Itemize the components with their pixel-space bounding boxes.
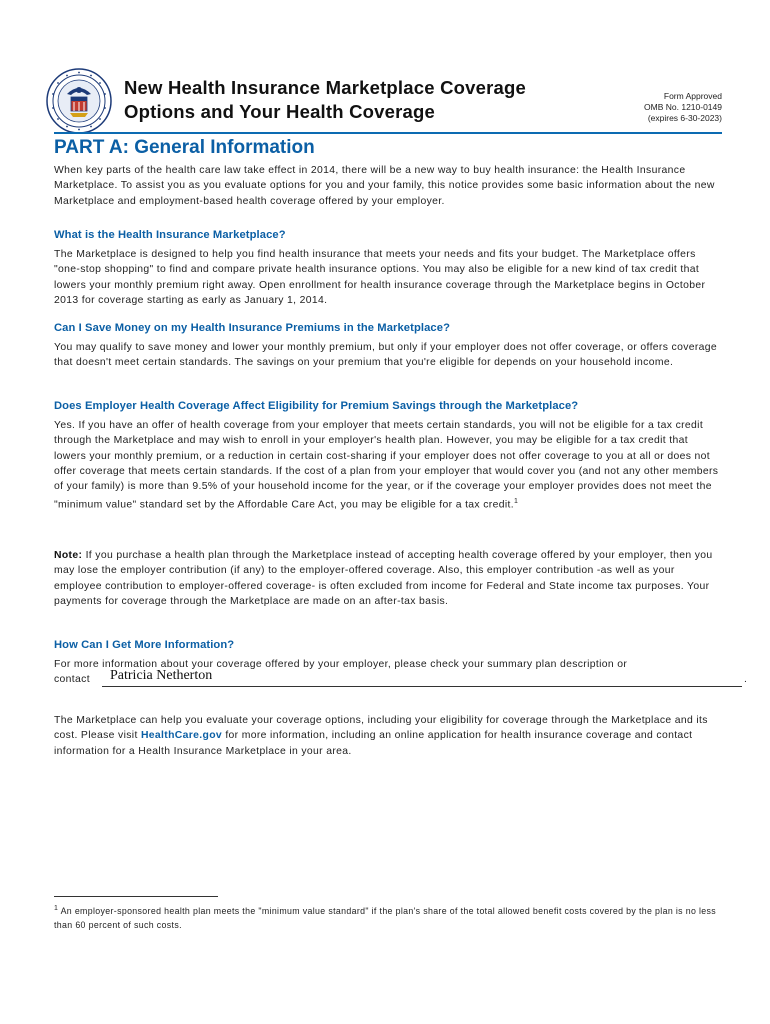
note-label: Note: [54,550,83,561]
section-body-save-money: You may qualify to save money and lower your monthly premium, but only if your employer does not offer coverage, or offers coverage that doesn't meet certain standards. The savings on your premium that you're eligible for depends on your household income. [54,342,718,369]
note-body: If you purchase a health plan through the Marketplace instead of accepting health coverage offered by your employer, then you may lose the employer contribution (if any) to the employer-offered coverage. Also, this employer contribution -as well as your employee contribution to employer-offered coverage- is often excluded from income for Federal and State income tax purposes. Your payments for coverage through the Marketplace are made on an after-tax basis. [54,550,713,607]
approval-line-2: OMB No. 1210-0149 [644,102,722,112]
marketplace-text-after: for more information, including an online application for health insurance coverage and contact information for a Health Insurance Marketplace in your area. [54,730,693,757]
header-divider [54,132,722,134]
notice-title [124,76,526,124]
title-line-1: New Health Insurance Marketplace Coverage [124,77,526,98]
contact-field[interactable] [102,668,742,687]
section-heading-employer-coverage: Does Employer Health Coverage Affect Eligibility for Premium Savings through the Marketplace? [54,400,579,412]
section-heading-marketplace: What is the Health Insurance Marketplace? [54,229,286,241]
approval-line-1: Form Approved [663,91,722,101]
footnote-divider [54,896,218,897]
footnote-reference: 1 [513,498,519,506]
department-of-labor-seal-icon [46,68,112,134]
approval-line-3: (expires 6-30-2023) [647,113,722,123]
footnote [54,902,722,932]
employer-coverage-text: Yes. If you have an offer of health coverage from your employer that meets certain standards, you will not be eligible for a tax credit through the Marketplace and may wish to enroll in your employer's health plan. However, you may be eligible for a tax credit that lowers your monthly premium, or a reduction in certain cost-sharing if your employer does not offer coverage to you at all or does not offer coverage that meets certain standards. If the cost of a plan from your employer that would cover you (and not any other members of your family) is more than 9.5% of your household income for the year, or if the coverage your employer provides does not meet the "minimum value" standard set by the Affordable Care Act, you may be eligible for a tax credit. [54,420,719,511]
note-paragraph [54,548,720,609]
form-approval-block [644,91,722,124]
intro-paragraph: When key parts of the health care law take effect in 2014, there will be a new way to buy health insurance: the Health Insurance Marketplace. To assist you as you evaluate options for you and your family, this notice provides some basic information about the new Marketplace and employment-based health coverage offered by your employer. [54,165,715,207]
more-info-body: For more information about your coverage offered by your employer, please check your summary plan description or [54,659,628,670]
section-heading-more-info: How Can I Get More Information? [54,639,235,651]
section-heading-save-money: Can I Save Money on my Health Insurance Premiums in the Marketplace? [54,322,450,334]
section-body-employer-coverage [54,418,720,513]
marketplace-paragraph [54,713,720,759]
contact-end-period: . [744,674,748,685]
part-a-heading: PART A: General Information [54,137,315,158]
footnote-number: 1 [54,905,59,912]
title-line-2: Options and Your Health Coverage [124,101,436,122]
healthcare-gov-link[interactable]: HealthCare.gov [140,730,223,742]
section-body-marketplace: The Marketplace is designed to help you find health insurance that meets your needs and fits your budget. The Marketplace offers "one-stop shopping" to find and compare private health insurance options. You may also be eligible for a new kind of tax credit that lowers your monthly premium right away. Open enrollment for health insurance coverage through the Marketplace begins in October 2013 for coverage starting as early as January 1, 2014. [54,249,706,306]
footnote-text: An employer-sponsored health plan meets the "minimum value standard" if the plan's share of the total allowed benefit costs covered by the plan is no less than 60 percent of such costs. [54,905,717,930]
marketplace-text-before: The Marketplace can help you evaluate your coverage options, including your eligibility for coverage through the Marketplace and its cost. Please visit [54,715,708,742]
contact-label: contact [54,674,90,685]
contact-value: Patricia Netherton [110,668,213,683]
